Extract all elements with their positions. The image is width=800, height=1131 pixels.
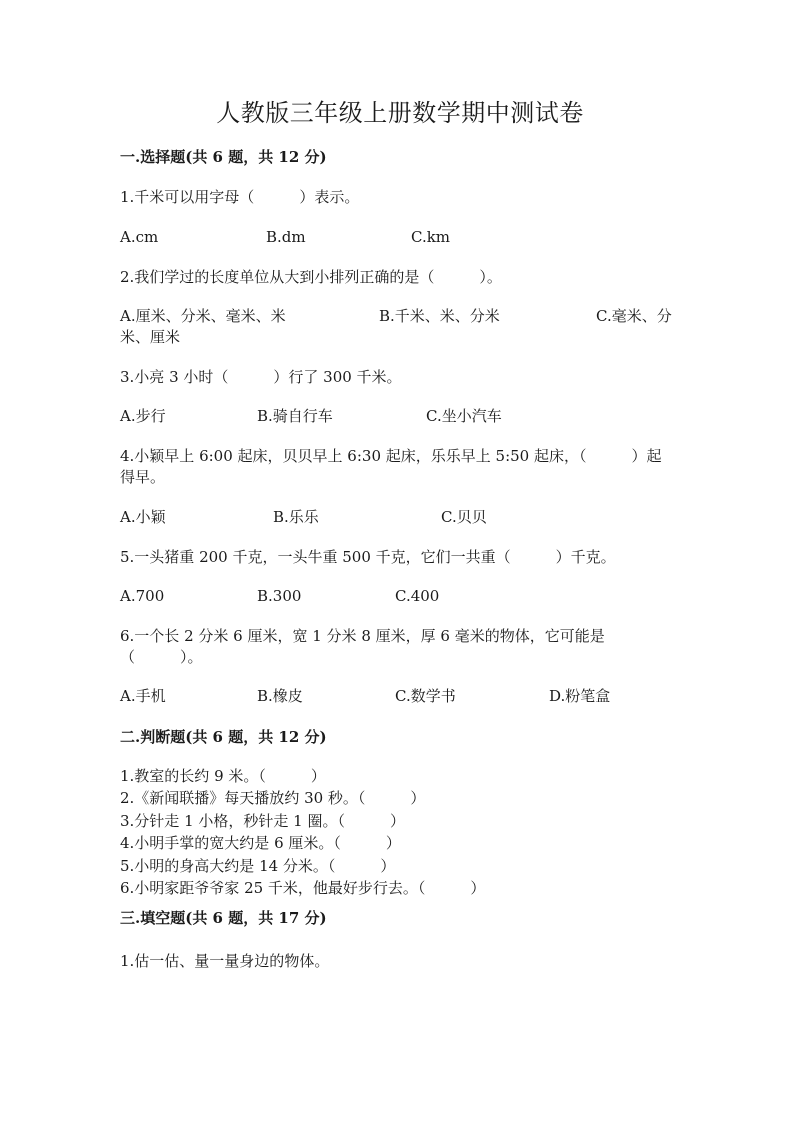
question-4-text-wrap: 得早。 [120, 468, 166, 486]
question-6-text: 6.一个长 2 分米 6 厘米，宽 1 分米 8 厘米，厚 6 毫米的物体，它可能是 [120, 627, 605, 645]
true-false-item: 1.教室的长约 9 米。（ ） [120, 767, 326, 785]
question-4-text: 4.小颖早上 6:00 起床，贝贝早上 6:30 起床，乐乐早上 5:50 起床，（ ）起 [120, 447, 662, 465]
option-a[interactable]: A.cm [120, 228, 159, 246]
option-d[interactable]: D.粉笔盒 [549, 687, 611, 705]
option-c[interactable]: C.km [411, 228, 451, 246]
option-c[interactable]: C.坐小汽车 [426, 407, 502, 425]
true-false-item: 5.小明的身高大约是 14 分米。（ ） [120, 856, 396, 875]
true-false-item: 3.分针走 1 小格，秒针走 1 圈。（ ） [120, 811, 405, 830]
question-4-options [120, 507, 682, 529]
question-5-text: 5.一头猪重 200 千克，一头牛重 500 千克，它们一共重（ ）千克。 [120, 548, 616, 566]
option-c[interactable]: C.400 [395, 587, 440, 605]
true-false-item: 2.《新闻联播》每天播放约 30 秒。（ ） [120, 789, 426, 808]
option-a[interactable]: A.小颖 [120, 508, 166, 526]
true-false-item: 4.小明手掌的宽大约是 6 厘米。（ ） [120, 834, 401, 853]
question-3-text: 3.小亮 3 小时（ ）行了 300 千米。 [120, 368, 402, 386]
section-heading-true-false: 二.判断题(共 6 题，共 12 分) [120, 728, 327, 746]
section-heading-fill-in: 三.填空题(共 6 题，共 17 分) [120, 909, 327, 927]
question-3-options [120, 406, 682, 428]
question-2-text: 2.我们学过的长度单位从大到小排列正确的是（ ）。 [120, 268, 502, 286]
option-b[interactable]: B.橡皮 [257, 687, 303, 705]
question-6-text-wrap: （ ）。 [120, 648, 203, 666]
question-5-options [120, 586, 682, 608]
option-b[interactable]: B.乐乐 [273, 508, 319, 526]
question-6-options [120, 686, 682, 708]
question-2-options [120, 306, 682, 328]
option-a[interactable]: A.步行 [120, 407, 166, 425]
option-c-continued: 米、厘米 [120, 328, 181, 346]
section-heading-multiple-choice: 一.选择题(共 6 题，共 12 分) [120, 148, 327, 166]
option-c[interactable]: C.贝贝 [441, 508, 487, 526]
option-b[interactable]: B.dm [266, 228, 306, 246]
true-false-list [120, 765, 682, 899]
option-c[interactable]: C.毫米、分 [596, 307, 672, 325]
question-1-options [120, 227, 682, 249]
question-2-options-wrap [120, 327, 682, 349]
option-b[interactable]: B.300 [257, 587, 302, 605]
true-false-item: 6.小明家距爷爷家 25 千米，他最好步行去。（ ） [120, 879, 486, 898]
exam-title: 人教版三年级上册数学期中测试卷 [216, 99, 584, 127]
option-a[interactable]: A.手机 [120, 687, 166, 705]
option-c[interactable]: C.数学书 [395, 687, 456, 705]
option-b[interactable]: B.千米、米、分米 [379, 307, 500, 325]
fill-in-question-1-text: 1.估一估、量一量身边的物体。 [120, 952, 330, 970]
option-a[interactable]: A.700 [120, 587, 165, 605]
option-b[interactable]: B.骑自行车 [257, 407, 333, 425]
question-1-text: 1.千米可以用字母（ ）表示。 [120, 188, 360, 206]
option-a[interactable]: A.厘米、分米、毫米、米 [120, 307, 286, 325]
